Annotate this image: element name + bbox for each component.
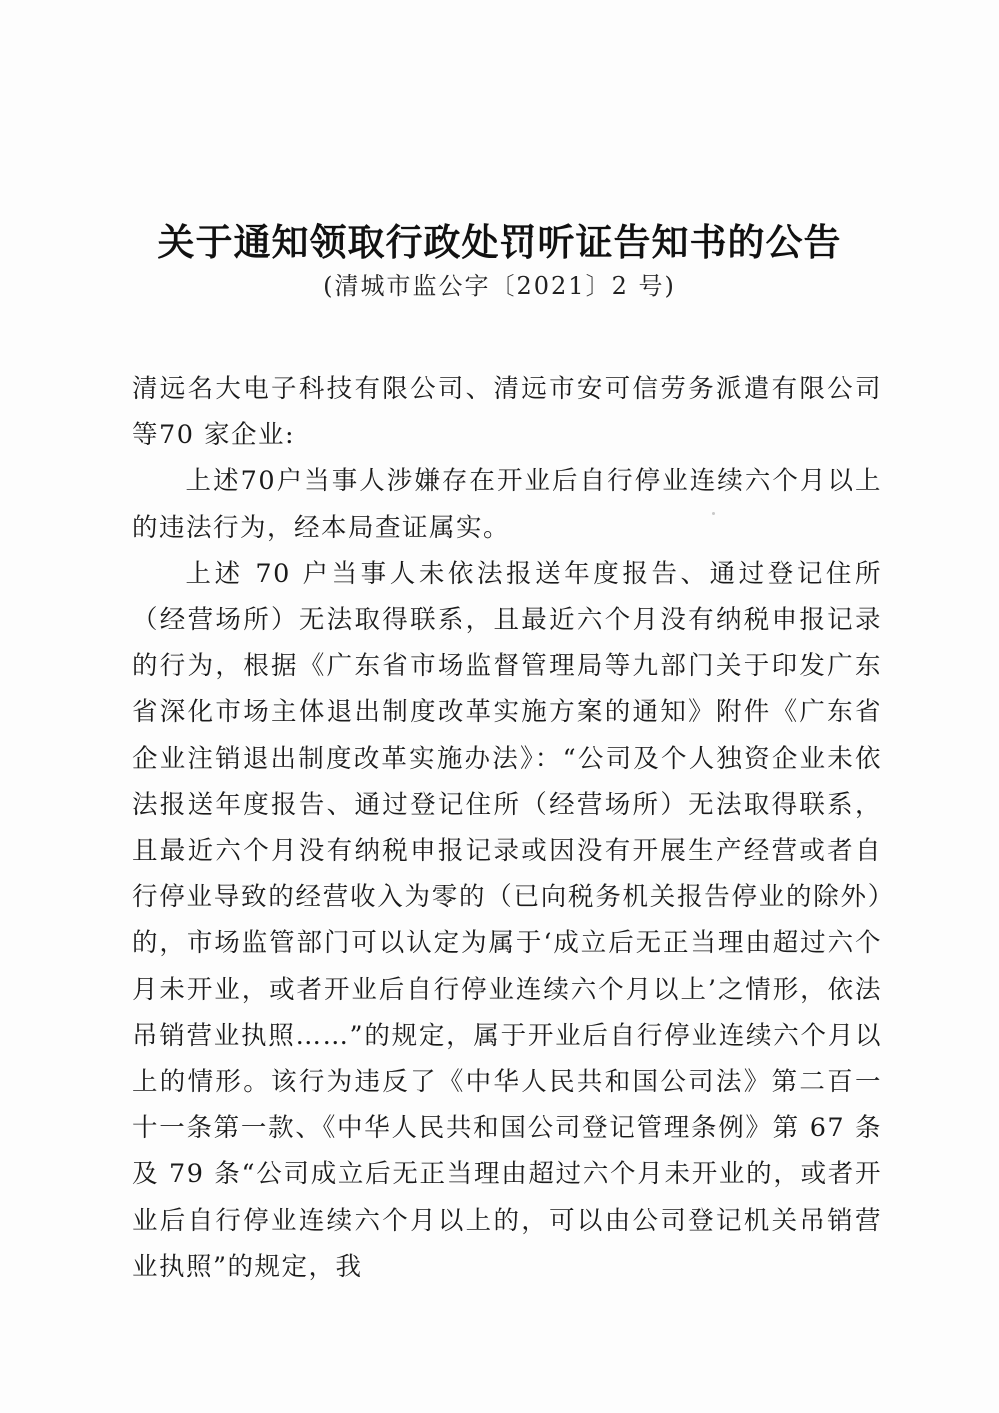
- page-title: 关于通知领取行政处罚听证告知书的公告: [157, 220, 842, 264]
- document-body: [132, 366, 882, 1290]
- document-number: (清城市监公字〔2021〕2 号): [323, 272, 676, 300]
- scan-speck: [712, 512, 715, 515]
- paragraph-2: 上述 70 户当事人未依法报送年度报告、通过登记住所（经营场所）无法取得联系，且最近六个月没有纳税申报记录的行为，根据《广东省市场监督管理局等九部门关于印发广东省深化市场主体退出制度改革实施方案的通知》附件《广东省企业注销退出制度改革实施办法》：“公司及个人独资企业未依法报送年度报告、通过登记住所（经营场所）无法取得联系，且最近六个月没有纳税申报记录或因没有开展生产经营或者自行停业导致的经营收入为零的（已向税务机关报告停业的除外）的，市场监管部门可以认定为属于‘成立后无正当理由超过六个月未开业，或者开业后自行停业连续六个月以上’之情形，依法吊销营业执照……”的规定，属于开业后自行停业连续六个月以上的情形。该行为违反了《中华人民共和国公司法》第二百一十一条第一款、《中华人民共和国公司登记管理条例》第 67 条及 79 条“公司成立后无正当理由超过六个月未开业的，或者开业后自行停业连续六个月以上的，可以由公司登记机关吊销营业执照”的规定，我: [132, 558, 882, 1282]
- paragraph-1: 上述70户当事人涉嫌存在开业后自行停业连续六个月以上的违法行为，经本局查证属实。: [132, 466, 882, 543]
- salutation: 清远名大电子科技有限公司、清远市安可信劳务派遣有限公司等70 家企业:: [132, 374, 882, 451]
